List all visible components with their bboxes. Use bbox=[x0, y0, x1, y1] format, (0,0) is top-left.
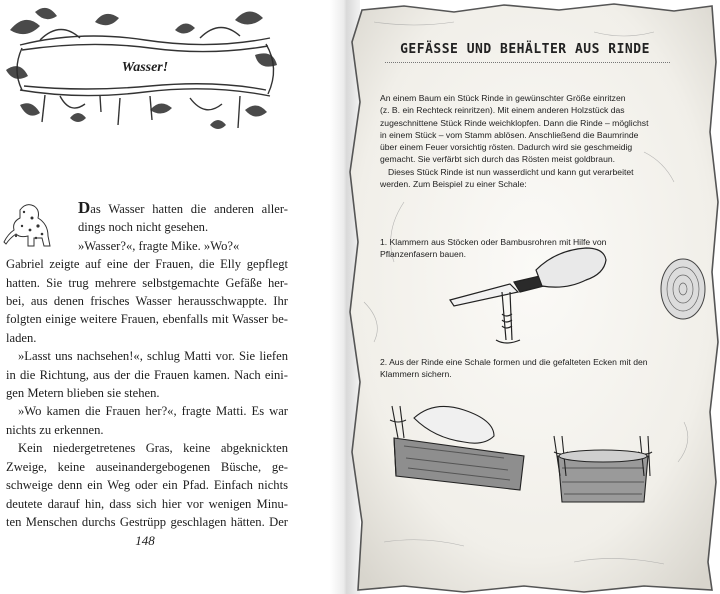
step-2 bbox=[380, 356, 680, 381]
text-line: zugeschnittene Stück Rinde weichklopfen. Dann die Rinde – möglichst bbox=[380, 117, 649, 128]
text-line: Pflanzenfasern bauen. bbox=[380, 249, 467, 260]
text-line: laden. bbox=[6, 330, 37, 345]
text-line: in die Richtung, aus der die Frauen kamen. Nach eini- bbox=[6, 367, 288, 382]
text-line: nichts zu erkennen. bbox=[6, 422, 104, 437]
instructions-text bbox=[380, 92, 670, 190]
chapter-title: Wasser! bbox=[121, 60, 169, 75]
text-line: über einem Feuer vorsichtig rösten. Dadurch wird sie geschmeidig bbox=[380, 142, 633, 153]
text-line: Das Wasser hatten die anderen aller- bbox=[78, 198, 288, 217]
text-line: deutete darauf hin, dass sich hier vor wenigen Minu- bbox=[6, 496, 288, 511]
text-line: Klammern sichern. bbox=[380, 369, 452, 380]
text-line: dings noch nicht gesehen. bbox=[78, 220, 209, 235]
bark-folding-illustration bbox=[384, 398, 534, 503]
text-line: hatten. Sie trug mehrere selbstgemachte Gefäße her- bbox=[6, 275, 288, 290]
section-title: GEFÄSSE UND BEHÄLTER AUS RINDE bbox=[400, 42, 650, 57]
title-divider bbox=[385, 62, 670, 64]
text-line: Kein niedergetretenes Gras, keine abgeknickten bbox=[18, 441, 288, 456]
text-line: gen Metern blieben sie stehen. bbox=[6, 386, 160, 401]
drop-cap: D bbox=[78, 198, 91, 217]
text-line: bei, aus denen frisches Wasser herausschwappte. Ihr bbox=[6, 294, 288, 309]
text-line: 2. Aus der Rinde eine Schale formen und die gefalteten Ecken mit den bbox=[380, 357, 648, 367]
knife-carving-illustration bbox=[440, 240, 610, 350]
text-line: folgten einige weitere Frauen, ebenfalls mit Wasser be- bbox=[6, 312, 288, 327]
text-line: in einem Stück – vom Stamm ablösen. Anschließend die Baumrinde bbox=[380, 129, 639, 140]
text-line: Gabriel zeigte auf eine der Frauen, die Elly gepflegt bbox=[6, 257, 288, 272]
text-line: (z. B. ein Rechteck reinritzen). Mit einem anderen Holzstück das bbox=[380, 105, 625, 116]
body-text bbox=[6, 199, 288, 531]
text-line: »Lasst uns nachsehen!«, schlug Matti vor. Sie liefen bbox=[18, 349, 288, 364]
text-line: schweige denn ein Weg oder ein Pfad. Einfach nichts bbox=[6, 478, 288, 493]
text-line: An einem Baum ein Stück Rinde in gewünschter Größe einritzen bbox=[380, 93, 626, 103]
text-line: ten Menschen durchs Gestrüpp geschlagen hätten. Der bbox=[6, 514, 288, 529]
text-line: Zweige, keine auseinandergebogenen Büsche, ge- bbox=[6, 459, 288, 474]
tree-stump-illustration bbox=[655, 255, 707, 325]
text-line: »Wasser?«, fragte Mike. »Wo?« bbox=[78, 238, 240, 253]
text-line: gemacht. Sie verfärbt sich durch das Rösten meist goldbraun. bbox=[380, 154, 616, 165]
text-line: werden. Zum Beispiel zu einer Schale: bbox=[380, 179, 527, 190]
text-line: Dieses Stück Rinde ist nun wasserdicht und kann gut verarbeitet bbox=[388, 166, 634, 177]
bark-bowl-illustration bbox=[548, 426, 658, 514]
text-line: »Wo kamen die Frauen her?«, fragte Matti. Es war bbox=[18, 404, 288, 419]
left-page bbox=[0, 0, 340, 594]
text-line: 1. Klammern aus Stöcken oder Bambusrohren mit Hilfe von bbox=[380, 237, 607, 247]
page-number: 148 bbox=[135, 533, 155, 548]
